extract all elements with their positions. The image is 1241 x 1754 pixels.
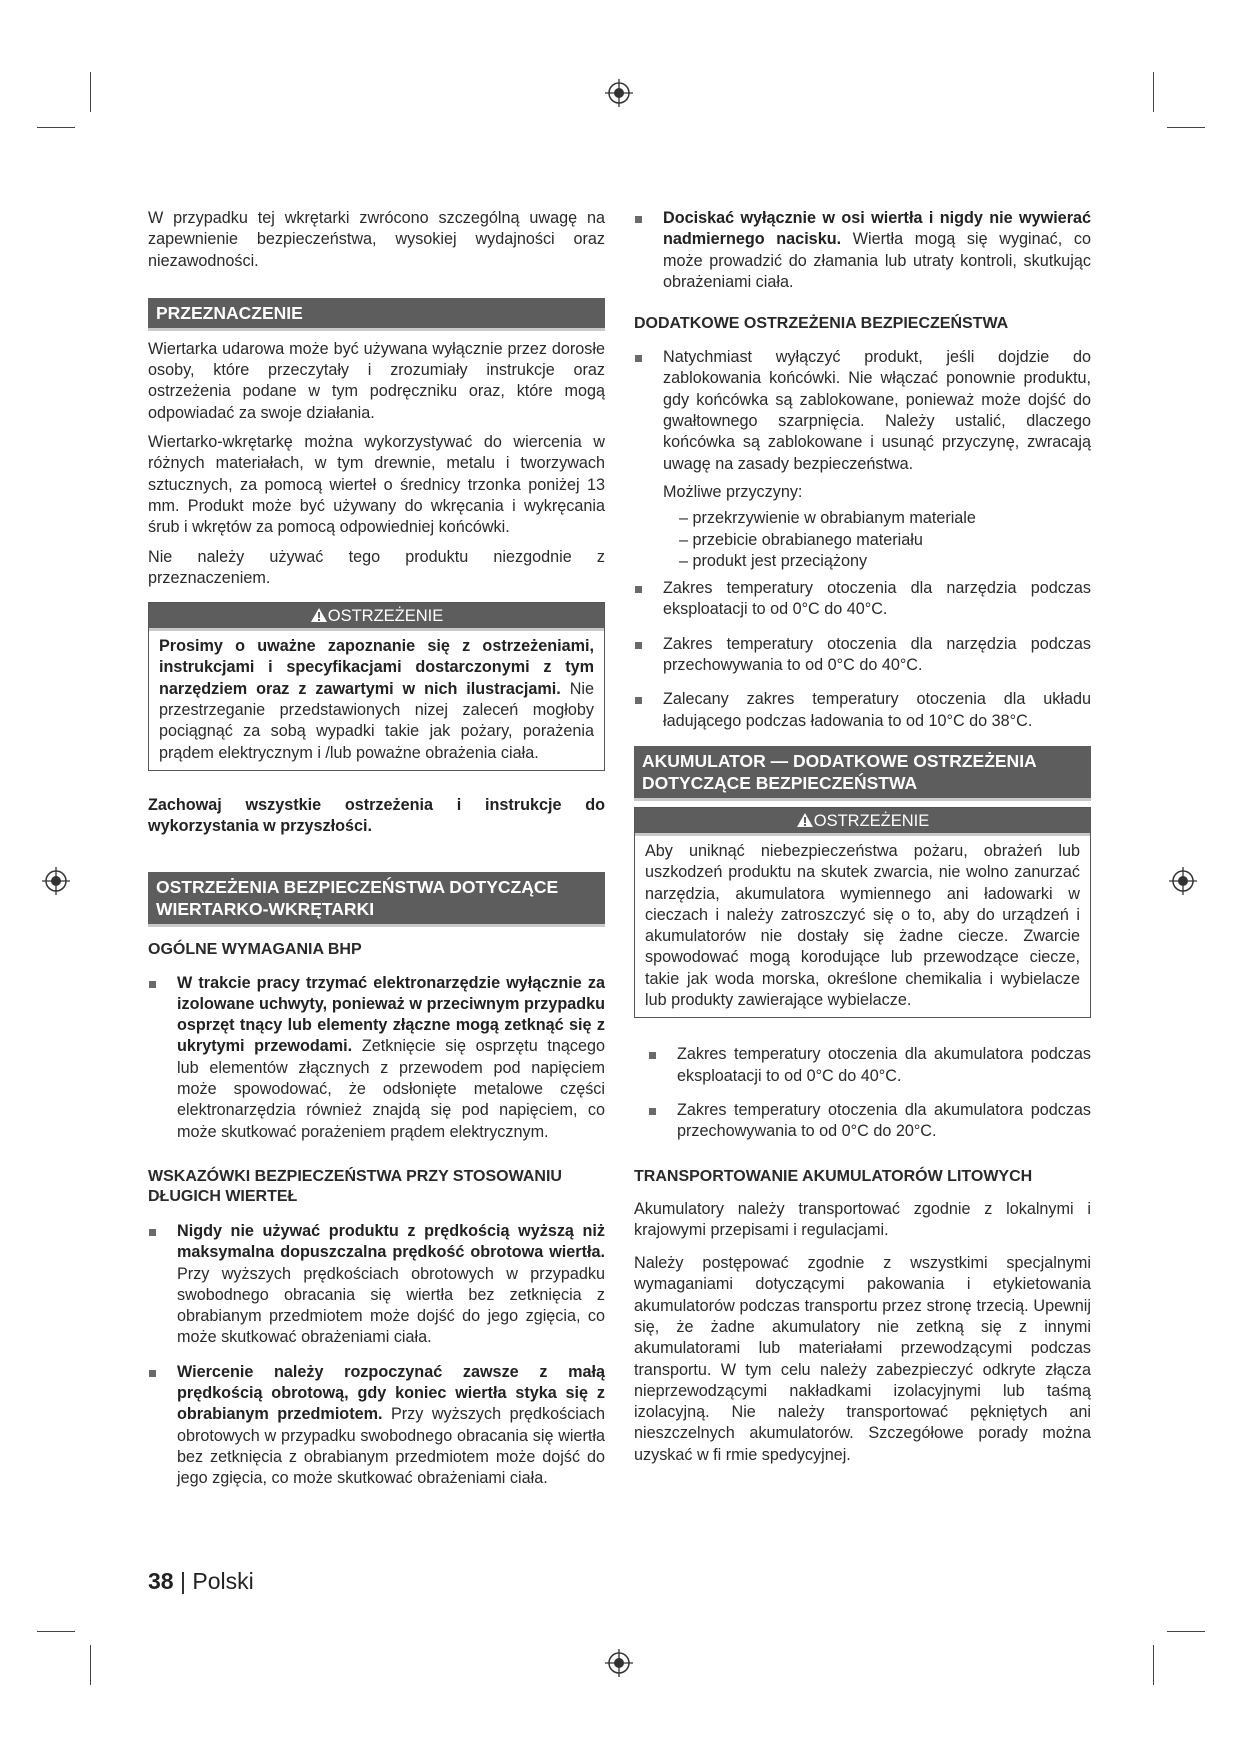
list-item [148, 1362, 605, 1490]
list-item: Zakres temperatury otoczenia dla akumulatora podczas eksploatacji to od 0°C do 40°C. [648, 1044, 1091, 1087]
causes-list [634, 508, 1091, 572]
warning-bold-text: Prosimy o uważne zapoznanie się z ostrzeżeniami, instrukcjami i specyfikacjami dostarczonymi z tym narzędziem oraz z zawartymi w nich ilustracjami. [159, 637, 594, 698]
page-number: 38 [148, 1568, 174, 1594]
section-header-battery: AKUMULATOR — DODATKOWE OSTRZEŻENIA DOTYCZĄCE BEZPIECZEŃSTWA [634, 746, 1091, 801]
keep-instructions-text: Zachowaj wszystkie ostrzeżenia i instrukcje do wykorzystania w przyszłości. [148, 795, 605, 836]
warning-label: OSTRZEŻENIE [327, 607, 444, 626]
list-item [148, 1221, 605, 1349]
long-bits-1-text: Przy wyższych prędkościach obrotowych w przypadku swobodnego obracania się wiertła bez zetknięcia z obrabianym przedmiotem może dojść do jego zgięcia, co może skutkować obrażeniami ciała. [177, 1264, 605, 1347]
subheading-transport: TRANSPORTOWANIE AKUMULATORÓW LITOWYCH [634, 1167, 1033, 1185]
crop-mark [37, 1631, 75, 1632]
extra-warning-1: Natychmiast wyłączyć produkt, jeśli dojdzie do zablokowania końcówki. Nie włączać ponownie produktu, gdy końcówka są zablokowane, ponieważ może dojść do gwałtownego szarpnięcia. Należy ustalić, dlaczego końcówka są zablokowane i usunąć przyczynę, zwracają uwagę na zasady bezpieczeństwa. [663, 348, 1091, 473]
warning-triangle-icon [310, 607, 328, 623]
purpose-paragraph-2: Wiertarko-wkrętarkę można wykorzystywać do wiercenia w różnych materiałach, w tym drewnie, metalu i tworzywach sztucznych, za pomocą wierteł o średnicy trzonka poniżej 13 mm. Produkt może być używany do wkręcania i wykręcania śrub i wkrętów za pomocą odpowiedniej końcówki. [148, 433, 605, 537]
footer-separator: | [173, 1568, 193, 1594]
list-item: Zalecany zakres temperatury otoczenia dla układu ładującego podczas ładowania to od 10°C do 38°C. [634, 689, 1091, 732]
list-item: Zakres temperatury otoczenia dla narzędzia podczas eksploatacji to od 0°C do 40°C. [634, 578, 1091, 621]
transport-paragraph-2: Należy postępować zgodnie z wszystkimi specjalnymi wymaganiami dotyczącymi pakowania i etykietowania akumulatorów podczas transportu przez stronę trzecią. Upewnij się, że żadne akumulatory nie zetkną się z innymi akumulatorami lub materiałami przewodzącymi podczas transportu. W tym celu należy zabezpieczyć odkryte złącza nieprzewodzącymi nakładkami izolacyjnymi lub taśmą izolacyjną. Nie należy transportować pękniętych ani nieszczelnych akumulatorów. Szczegółowe porady można uzyskać w fi rmie spedycyjnej. [634, 1254, 1091, 1464]
battery-warning-box [634, 807, 1091, 1018]
list-item: Zakres temperatury otoczenia dla akumulatora podczas przechowywania to od 0°C do 20°C. [648, 1100, 1091, 1143]
subheading-bhp: OGÓLNE WYMAGANIA BHP [148, 940, 362, 958]
section-header-przeznaczenie: PRZEZNACZENIE [148, 298, 605, 331]
list-item: – produkt jest przeciążony [679, 551, 1091, 572]
left-column [148, 208, 605, 1489]
list-item [634, 347, 1091, 503]
long-bits-2-bold: Wiercenie należy rozpoczynać zawsze z małą prędkością obrotową, gdy koniec wiertła styka się z obrabianym przedmiotem. [177, 1362, 605, 1424]
warning-header [149, 603, 604, 631]
press-normal-text: Wiertła mogą się wyginać, co może prowadzić do złamania lub utraty kontroli, skutkując obrażeniami ciała. [663, 230, 1091, 291]
transport-paragraph-1: Akumulatory należy transportować zgodnie z lokalnymi i krajowymi przepisami i regulacjami. [634, 1199, 1091, 1239]
crop-mark [1167, 127, 1205, 128]
warning-box [148, 602, 605, 771]
causes-label: Możliwe przyczyny: [663, 482, 803, 501]
long-bits-1-bold: Nigdy nie używać produktu z prędkością wyższą niż maksymalna dopuszczalna prędkość obrotowa wiertła. [177, 1221, 605, 1262]
subheading-long-bits: WSKAZÓWKI BEZPIECZEŃSTWA PRZY STOSOWANIU DŁUGICH WIERTEŁ [148, 1167, 562, 1205]
long-bits-list [148, 1221, 605, 1490]
battery-temperature-list [634, 1044, 1091, 1142]
battery-warning-text: Aby uniknąć niebezpieczeństwa pożaru, obrażeń lub uszkodzeń produktu na skutek zwarcia, nie wolno zanurzać narzędzia, akumulatora wymiennego ani ładowarki w cieczach i należy zatroszczyć się o to, aby do urządzeń i akumulatorów nie dostały się żadne ciecze. Zwarcie spowodować mogą korodujące lub przewodzące ciecze, takie jak woda morska, określone chemikalia i wybielacze lub produkty zawierające wybielacze. [645, 841, 1080, 1010]
registration-mark-icon [604, 1648, 634, 1678]
battery-warning-label: OSTRZEŻENIE [813, 811, 930, 830]
list-item: – przebicie obrabianego materiału [679, 530, 1091, 551]
crop-mark [90, 72, 91, 112]
battery-warning-header [635, 808, 1090, 836]
crop-mark [37, 127, 75, 128]
warning-normal-text: Nie przestrzeganie przedstawionych nizej zaleceń mogłoby pociągnąć za sobą wypadki takie jak pożary, porażenia prądem elektrycznym i /lub poważne obrażenia ciała. [159, 679, 594, 762]
list-item [148, 973, 605, 1143]
intro-paragraph: W przypadku tej wkrętarki zwrócono szczególną uwagę na zapewnienie bezpieczeństwa, wysokiej wydajności oraz niezawodności. [148, 209, 605, 270]
crop-mark [1167, 1631, 1205, 1632]
crop-mark [90, 1645, 91, 1685]
list-item: – przekrzywienie w obrabianym materiale [679, 508, 1091, 529]
subheading-extra-warnings: DODATKOWE OSTRZEŻENIA BEZPIECZEŃSTWA [634, 315, 1009, 333]
registration-mark-icon [604, 78, 634, 108]
keep-instructions-paragraph [148, 795, 605, 838]
purpose-paragraph-3: Nie należy używać tego produktu niezgodnie z przeznaczeniem. [148, 547, 605, 587]
right-column [634, 208, 1091, 1466]
purpose-paragraph-1: Wiertarka udarowa może być używana wyłącznie przez dorosłe osoby, które przeczytały i zrozumiały instrukcje oraz ostrzeżenia podane w tym podręczniku oraz, które mogą odpowiadać za swoje działania. [148, 339, 605, 422]
press-list [634, 208, 1091, 293]
bhp-normal-text: Zetknięcie się osprzętu tnącego lub elementów złącznych z przewodem pod napięciem może spowodować, że odsłonięte metalowe części elektronarzędzia również znajdą się pod napięciem, co może skutkować porażeniem prądem elektrycznym. [177, 1037, 605, 1141]
section-header-safety: OSTRZEŻENIA BEZPIECZEŃSTWA DOTYCZĄCE WIERTARKO-WKRĘTARKI [148, 872, 605, 927]
page-footer [148, 1567, 254, 1595]
list-item [634, 208, 1091, 293]
press-bold-text: Dociskać wyłącznie w osi wiertła i nigdy nie wywierać nadmiernego nacisku. [663, 209, 1091, 249]
warning-triangle-icon [796, 812, 814, 828]
extra-warnings-list [634, 347, 1091, 503]
long-bits-2-text: Przy wyższych prędkościach obrotowych w przypadku swobodnego obracania się wiertła bez zetknięcia z obrabianym przedmiotem może dojść do jego zgięcia, co może skutkować obrażeniami ciała. [177, 1405, 605, 1488]
bhp-list [148, 973, 605, 1143]
registration-mark-icon [41, 866, 71, 896]
bhp-bold-text: W trakcie pracy trzymać elektronarzędzie wyłącznie za izolowane uchwyty, ponieważ w przeciwnym przypadku osprzęt tnący lub elementy złączne mogą zetknąć się z ukrytymi przewodami. [177, 973, 605, 1056]
temperature-list [634, 578, 1091, 732]
registration-mark-icon [1168, 866, 1198, 896]
crop-mark [1153, 72, 1154, 112]
crop-mark [1153, 1645, 1154, 1685]
footer-language: Polski [192, 1568, 254, 1594]
warning-text [159, 636, 594, 764]
list-item: Zakres temperatury otoczenia dla narzędzia podczas przechowywania to od 0°C do 40°C. [634, 634, 1091, 677]
